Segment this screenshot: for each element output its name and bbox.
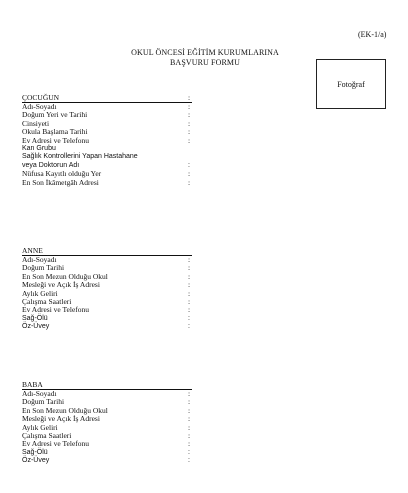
form-row [22, 315, 192, 323]
colon: : [188, 177, 191, 187]
colon: : [188, 271, 191, 281]
field-label: Adı-Soyadı [22, 102, 57, 111]
colon: : [188, 314, 190, 322]
colon: : [188, 255, 191, 264]
colon: : [188, 305, 191, 315]
form-title-line-2: BAŞVURU FORMU [170, 57, 240, 67]
colon: : [188, 414, 191, 424]
field-label: Doğum Yeri ve Tarihi [22, 110, 88, 120]
colon: : [188, 448, 190, 456]
colon: : [188, 457, 190, 465]
colon: : [188, 135, 191, 145]
form-row [22, 306, 192, 314]
field-label: Çalışma Saatleri [22, 296, 72, 306]
colon: : [188, 422, 191, 432]
field-label: Nüfusa Kayıtlı olduğu Yer [22, 169, 102, 179]
colon: : [188, 280, 191, 290]
field-label: Kan Grubu [22, 144, 56, 152]
field-label: En Son Mezun Olduğu Okul [22, 271, 108, 281]
colon: : [188, 169, 191, 179]
colon: : [188, 161, 190, 169]
field-label: Mesleği ve Açık İş Adresi [22, 414, 100, 424]
form-row [22, 440, 192, 448]
field-label: Çalışma Saatleri [22, 430, 72, 440]
field-label: Ev Adresi ve Telefonu [22, 135, 90, 145]
father-heading-label: BABA [22, 380, 43, 389]
form-row [22, 323, 192, 331]
field-label: Ev Adresi ve Telefonu [22, 305, 90, 315]
field-label: Doğum Tarihi [22, 397, 65, 407]
colon: : [188, 288, 191, 298]
form-row [22, 179, 192, 187]
colon: : [188, 296, 191, 306]
form-row [22, 457, 192, 465]
colon: : [188, 263, 191, 273]
father-section [22, 380, 192, 466]
field-label: Öz-Üvey [22, 457, 50, 465]
colon: : [188, 439, 191, 449]
form-row [22, 153, 192, 170]
colon: : [188, 389, 191, 398]
form-title [100, 48, 310, 67]
field-label: Öz-Üvey [22, 323, 50, 331]
form-title-line-1: OKUL ÖNCESİ EĞİTİM KURUMLARINA [131, 48, 279, 57]
form-row [22, 137, 192, 145]
field-label: Adı-Soyadı [22, 389, 57, 398]
mother-section [22, 246, 192, 332]
child-heading-label: ÇOCUĞUN [22, 93, 60, 102]
field-label: veya Doktorun Adı [22, 161, 80, 169]
field-label: Sağlık Kontrollerini Yapan Hastahane [22, 153, 138, 161]
form-row [22, 449, 192, 457]
form-row [22, 145, 192, 153]
colon: : [188, 118, 191, 128]
field-label: Doğum Tarihi [22, 263, 65, 273]
colon: : [188, 102, 191, 111]
colon: : [188, 323, 190, 331]
photo-box [316, 59, 386, 109]
colon: : [188, 127, 191, 137]
field-label: En Son Mezun Olduğu Okul [22, 405, 108, 415]
field-label: Aylık Geliri [22, 288, 58, 298]
field-label: Adı-Soyadı [22, 255, 57, 264]
field-label: Aylık Geliri [22, 422, 58, 432]
field-label: En Son İkâmetgâh Adresi [22, 177, 99, 187]
colon: : [188, 397, 191, 407]
field-label: Cinsiyeti [22, 118, 50, 128]
colon: : [188, 93, 191, 102]
child-section [22, 93, 192, 187]
field-label: Sağ-Ölü [22, 314, 48, 322]
field-label: Okula Başlama Tarihi [22, 127, 88, 137]
mother-heading-label: ANNE [22, 246, 43, 255]
photo-label: Fotoğraf [337, 79, 365, 89]
colon: : [188, 405, 191, 415]
field-label: Mesleği ve Açık İş Adresi [22, 280, 100, 290]
colon: : [188, 110, 191, 120]
field-label: Ev Adresi ve Telefonu [22, 439, 90, 449]
annex-code: (EK-1/a) [358, 30, 387, 39]
field-label: Sağ-Ölü [22, 448, 48, 456]
colon: : [188, 430, 191, 440]
